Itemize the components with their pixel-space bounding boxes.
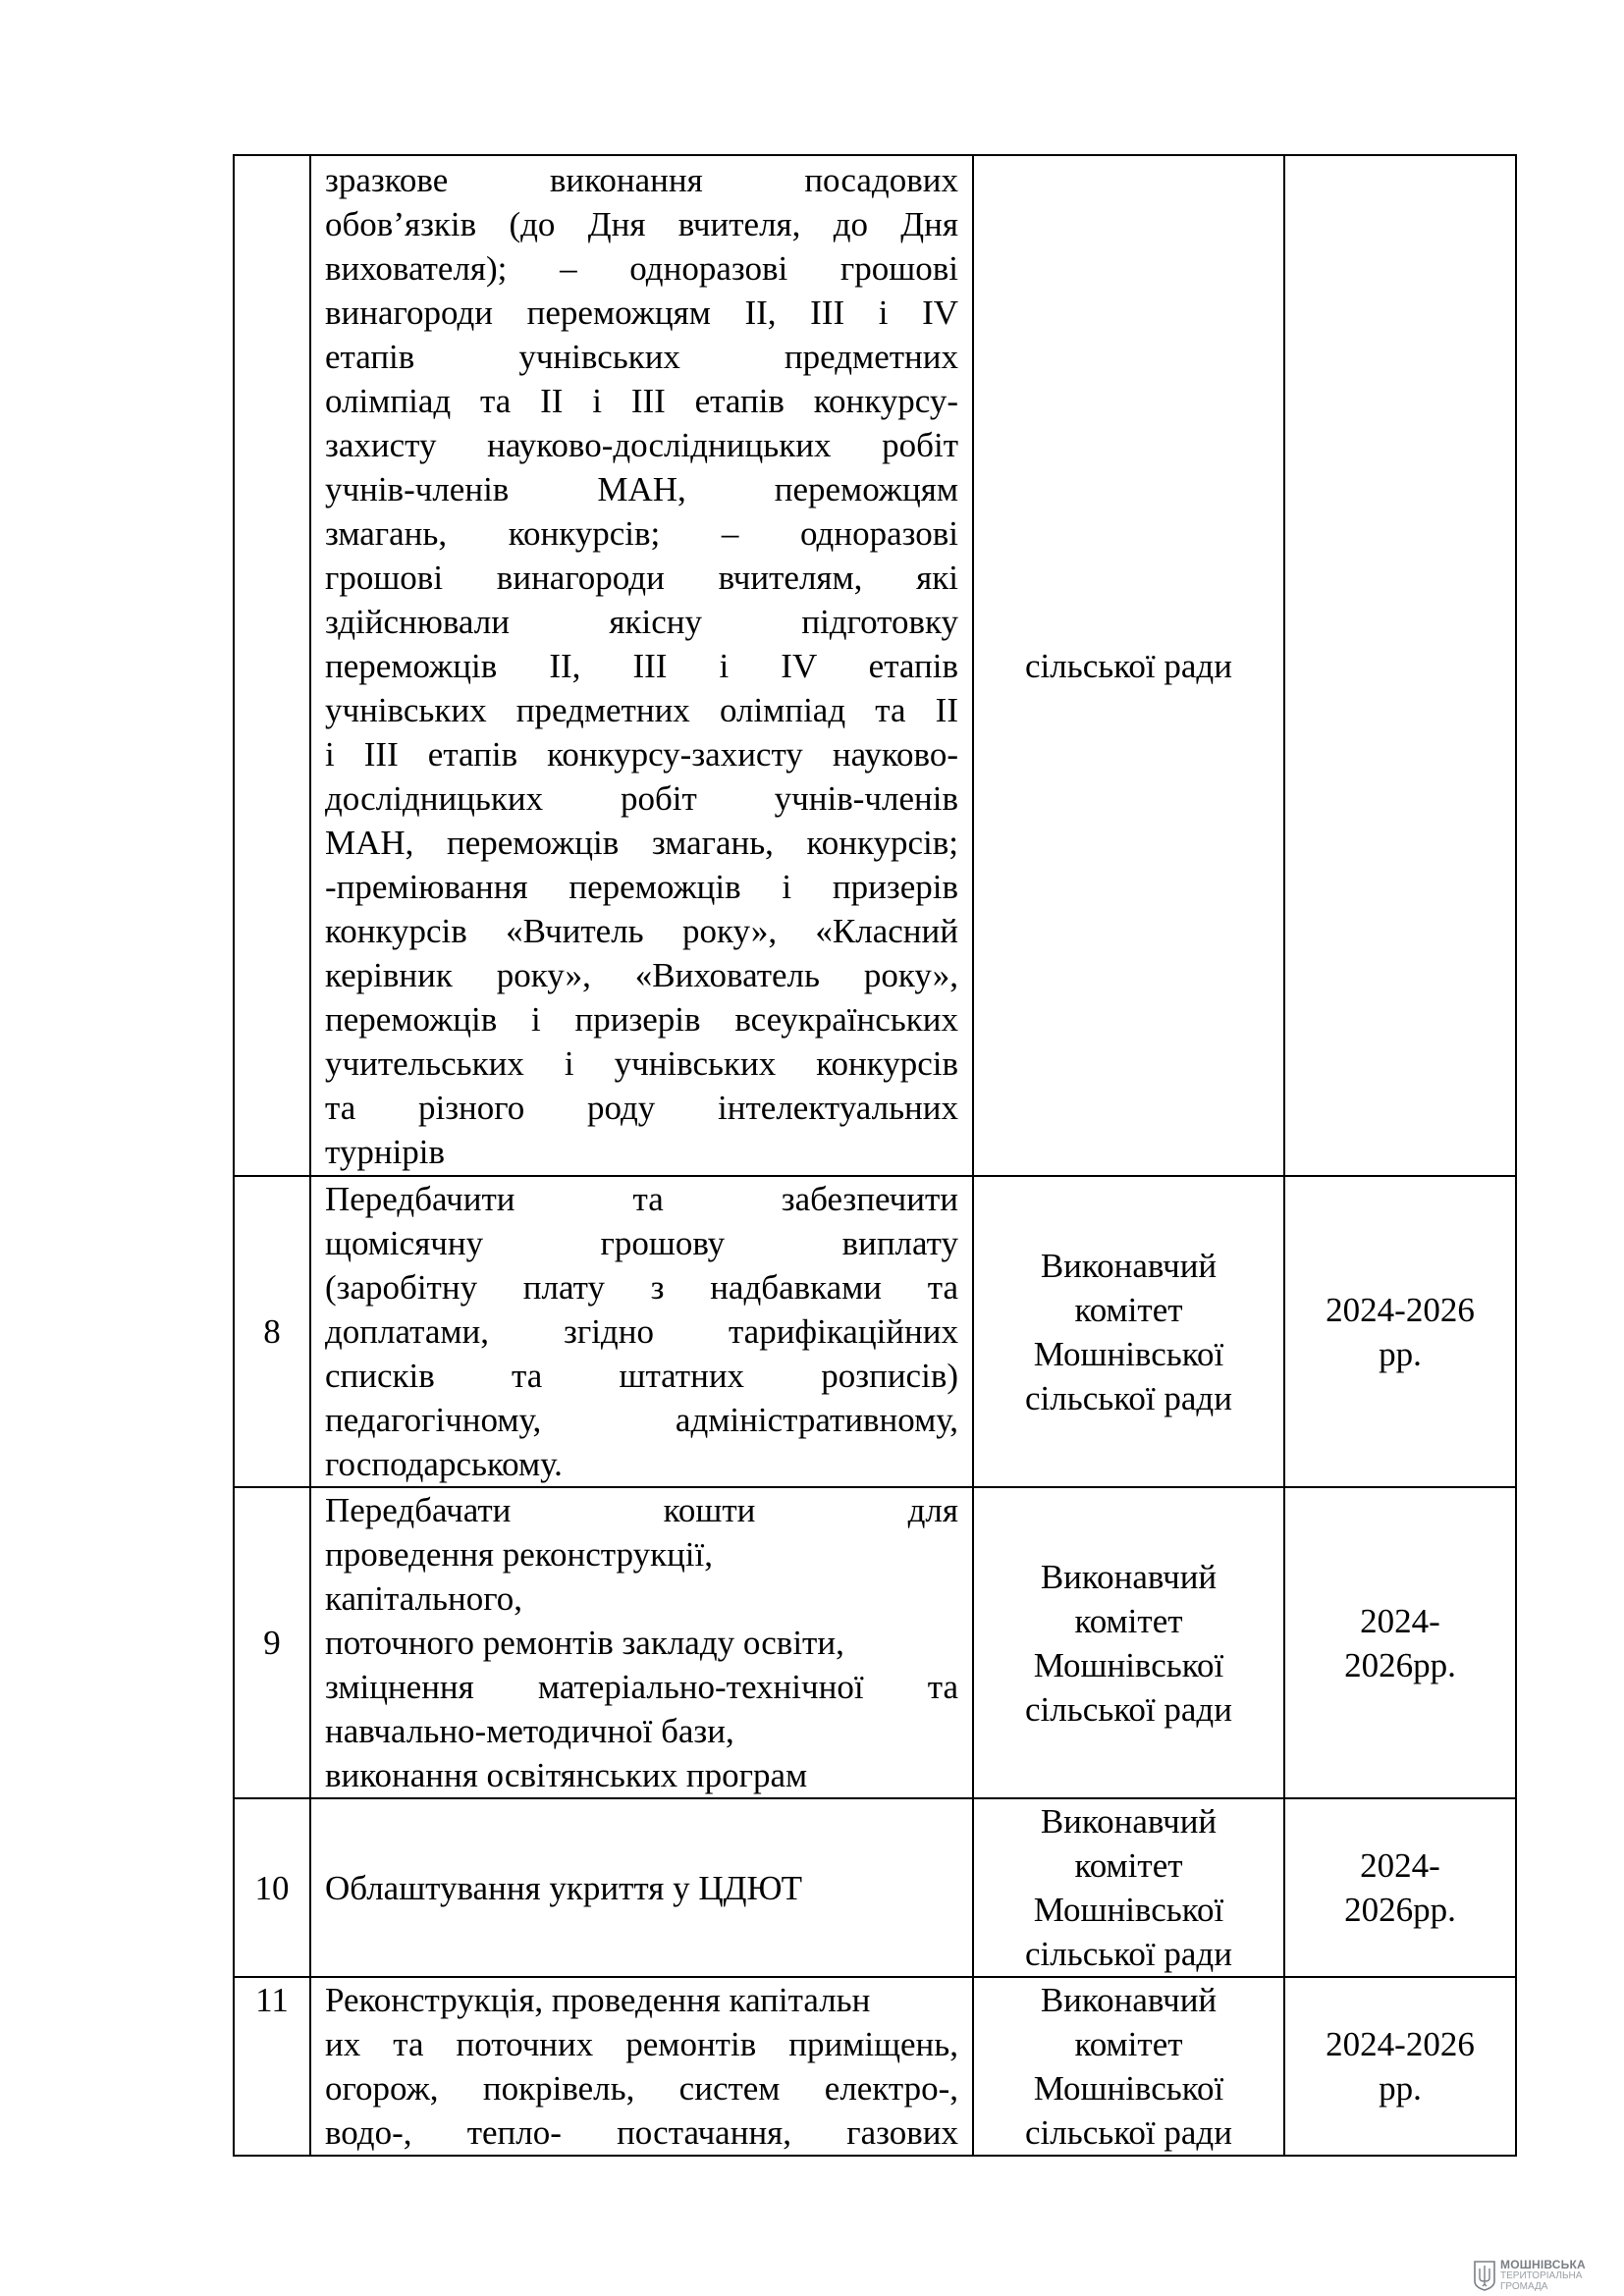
measure-description-cell: Передбачити та забезпечити щомісячну грошову виплату (заробітну плату з надбавками та доплатами, згідно тарифікаційних списків та штатних розписів) педагогічному, адміністративному, господарському. <box>310 1176 973 1487</box>
table-row <box>234 155 1516 1176</box>
logo-subtitle-2: ГРОМАДА <box>1500 2281 1548 2292</box>
term-cell <box>1284 155 1516 1176</box>
community-logo <box>1473 2258 1620 2293</box>
executor-cell: Виконавчий комітет Мошнівської сільської ради <box>973 1798 1284 1977</box>
measure-description-cell: Облаштування укриття у ЦДЮТ <box>310 1798 973 1977</box>
table-row <box>234 1977 1516 2156</box>
row-number-cell: 10 <box>234 1798 310 1977</box>
row-number-cell: 8 <box>234 1176 310 1487</box>
trident-emblem-icon <box>1473 2260 1496 2291</box>
logo-subtitle: ТЕРИТОРІАЛЬНА <box>1500 2270 1583 2281</box>
measure-description-cell: Передбачати кошти для проведення реконструкції, капітального, поточного ремонтів закладу освіти, зміцнення матеріально-технічної та навчально-методичної бази, виконання освітянських програм <box>310 1487 973 1798</box>
row-number-cell <box>234 155 310 1176</box>
table-row <box>234 1798 1516 1977</box>
table-row <box>234 1176 1516 1487</box>
logo-title: МОШНІВСЬКА <box>1500 2258 1586 2271</box>
executor-cell: Виконавчий комітет Мошнівської сільської ради <box>973 1977 1284 2156</box>
row-number-cell: 9 <box>234 1487 310 1798</box>
term-cell: 2024- 2026рр. <box>1284 1487 1516 1798</box>
term-cell: 2024- 2026рр. <box>1284 1798 1516 1977</box>
program-measures-table <box>233 154 1517 2157</box>
executor-cell: Виконавчий комітет Мошнівської сільської ради <box>973 1487 1284 1798</box>
term-cell: 2024-2026 рр. <box>1284 1176 1516 1487</box>
measure-description-cell: Реконструкція, проведення капітальн их та поточних ремонтів приміщень, огорож, покрівель, систем електро-, водо-, тепло- постачання, газових <box>310 1977 973 2156</box>
executor-cell: сільської ради <box>973 155 1284 1176</box>
executor-cell: Виконавчий комітет Мошнівської сільської ради <box>973 1176 1284 1487</box>
table-row <box>234 1487 1516 1798</box>
term-cell: 2024-2026 рр. <box>1284 1977 1516 2156</box>
row-number-cell: 11 <box>234 1977 310 2156</box>
measure-description-cell: зразкове виконання посадових обов’язків (до Дня вчителя, до Дня вихователя); – одноразові грошові винагороди переможцям ІІ, ІІІ і ІV етапів учнівських предметних олімпіад та ІІ і ІІІ етапів конкурсу- захисту науково-дослідницьких робіт учнів-членів МАН, переможцям змагань, конкурсів; – одноразові грошові винагороди вчителям, які здійснювали якісну підготовку переможців ІІ, ІІІ і ІV етапів учнівських предметних олімпіад та ІІ і ІІІ етапів конкурсу-захисту науково- дослідницьких робіт учнів-членів МАН, переможців змагань, конкурсів; -преміювання переможців і призерів конкурсів «Вчитель року», «Класний керівник року», «Вихователь року», переможців і призерів всеукраїнських учительських і учнівських конкурсів та різного роду інтелектуальних турнірів <box>310 155 973 1176</box>
